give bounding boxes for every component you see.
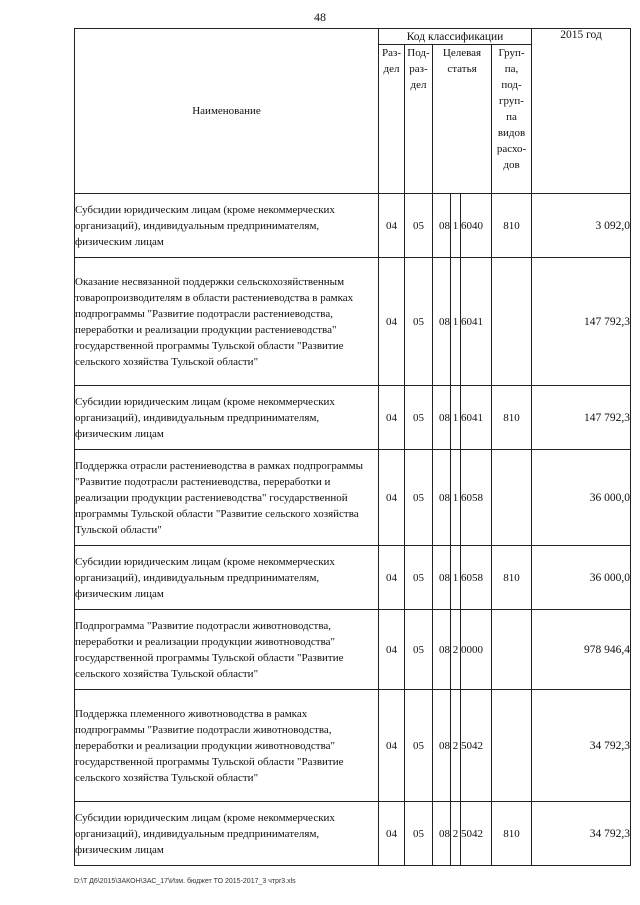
row-name: Субсидии юридическим лицам (кроме некоммерческих организаций), индивидуальным предпринимателям, физическим лицам — [75, 386, 379, 450]
table-row — [75, 610, 631, 690]
row-name: Поддержка племенного животноводства в рамках подпрограммы "Развитие подотрасли животноводства, переработки и реализации продукции животноводства" государственной программы Тульской области "Развитие сельского хозяйства Тульской области" — [75, 690, 379, 802]
row-podrazdel: 05 — [405, 194, 433, 258]
row-name: Субсидии юридическим лицам (кроме некоммерческих организаций), индивидуальным предпринимателям, физическим лицам — [75, 546, 379, 610]
budget-table — [74, 28, 631, 866]
row-podrazdel: 05 — [405, 690, 433, 802]
row-razdel: 04 — [379, 194, 405, 258]
row-podrazdel: 05 — [405, 802, 433, 866]
row-target-subprogram: 1 — [451, 258, 461, 386]
table-row — [75, 194, 631, 258]
row-target-direction: 6058 — [461, 450, 492, 546]
row-amount: 147 792,3 — [532, 386, 631, 450]
page-number: 48 — [314, 10, 326, 24]
row-amount: 34 792,3 — [532, 690, 631, 802]
row-podrazdel: 05 — [405, 610, 433, 690]
row-expense-group — [492, 690, 532, 802]
row-target-direction: 6041 — [461, 258, 492, 386]
row-target-program: 08 — [433, 802, 451, 866]
table-row — [75, 546, 631, 610]
row-expense-group — [492, 258, 532, 386]
row-target-program: 08 — [433, 546, 451, 610]
row-amount: 147 792,3 — [532, 258, 631, 386]
row-expense-group: 810 — [492, 194, 532, 258]
row-target-subprogram: 1 — [451, 194, 461, 258]
row-amount: 978 946,4 — [532, 610, 631, 690]
row-name: Субсидии юридическим лицам (кроме некоммерческих организаций), индивидуальным предпринимателям, физическим лицам — [75, 802, 379, 866]
header-code-group: Код классификации — [379, 29, 532, 45]
row-amount: 34 792,3 — [532, 802, 631, 866]
header-razdel: Раз- дел — [379, 45, 405, 194]
row-razdel: 04 — [379, 546, 405, 610]
table-row — [75, 802, 631, 866]
row-expense-group — [492, 450, 532, 546]
row-target-subprogram: 1 — [451, 450, 461, 546]
row-target-subprogram: 1 — [451, 386, 461, 450]
row-podrazdel: 05 — [405, 546, 433, 610]
row-razdel: 04 — [379, 386, 405, 450]
row-target-program: 08 — [433, 194, 451, 258]
header-target: Целевая статья — [433, 45, 492, 194]
row-name: Оказание несвязанной поддержки сельскохозяйственным товаропроизводителям в области растениеводства в рамках подпрограммы "Развитие подотрасли растениеводства, переработки и реализации продукции растениеводства" государственной программы Тульской области "Развитие сельского хозяйства Тульской области" — [75, 258, 379, 386]
row-amount: 3 092,0 — [532, 194, 631, 258]
row-target-program: 08 — [433, 690, 451, 802]
row-name: Субсидии юридическим лицам (кроме некоммерческих организаций), индивидуальным предпринимателям, физическим лицам — [75, 194, 379, 258]
row-target-subprogram: 2 — [451, 610, 461, 690]
row-podrazdel: 05 — [405, 386, 433, 450]
row-razdel: 04 — [379, 802, 405, 866]
header-name: Наименование — [75, 29, 379, 194]
row-target-program: 08 — [433, 258, 451, 386]
table-row — [75, 690, 631, 802]
row-razdel: 04 — [379, 610, 405, 690]
row-target-direction: 6040 — [461, 194, 492, 258]
table-body — [75, 194, 631, 866]
row-target-subprogram: 2 — [451, 802, 461, 866]
row-expense-group: 810 — [492, 386, 532, 450]
row-expense-group: 810 — [492, 802, 532, 866]
row-target-program: 08 — [433, 610, 451, 690]
header-group: Груп- па, под- груп- па видов расхо- дов — [492, 45, 532, 194]
row-target-direction: 6058 — [461, 546, 492, 610]
table-row — [75, 386, 631, 450]
header-row-top — [75, 29, 631, 45]
row-name: Подпрограмма "Развитие подотрасли животноводства, переработки и реализации продукции животноводства" государственной программы Тульской области "Развитие сельского хозяйства Тульской области" — [75, 610, 379, 690]
row-target-direction: 6041 — [461, 386, 492, 450]
row-podrazdel: 05 — [405, 450, 433, 546]
row-amount: 36 000,0 — [532, 450, 631, 546]
table-row — [75, 450, 631, 546]
row-razdel: 04 — [379, 258, 405, 386]
row-amount: 36 000,0 — [532, 546, 631, 610]
row-expense-group — [492, 610, 532, 690]
row-target-subprogram: 2 — [451, 690, 461, 802]
row-name: Поддержка отрасли растениеводства в рамках подпрограммы "Развитие подотрасли растениеводства, переработки и реализации продукции растениеводства" государственной программы Тульской области "Развитие сельского хозяйства Тульской области" — [75, 450, 379, 546]
footer-path: D:\Т Д6\2015\ЗАКОН\ЗАС_17\Изм. бюджет ТО 2015-2017_3 чтpr3.xls — [74, 878, 296, 885]
row-target-direction: 5042 — [461, 802, 492, 866]
row-podrazdel: 05 — [405, 258, 433, 386]
row-expense-group: 810 — [492, 546, 532, 610]
table-row — [75, 258, 631, 386]
row-target-subprogram: 1 — [451, 546, 461, 610]
row-target-direction: 0000 — [461, 610, 492, 690]
header-podrazdel: Под- раз- дел — [405, 45, 433, 194]
row-target-program: 08 — [433, 386, 451, 450]
row-target-program: 08 — [433, 450, 451, 546]
row-razdel: 04 — [379, 690, 405, 802]
row-target-direction: 5042 — [461, 690, 492, 802]
header-year: 2015 год — [532, 29, 631, 194]
row-razdel: 04 — [379, 450, 405, 546]
